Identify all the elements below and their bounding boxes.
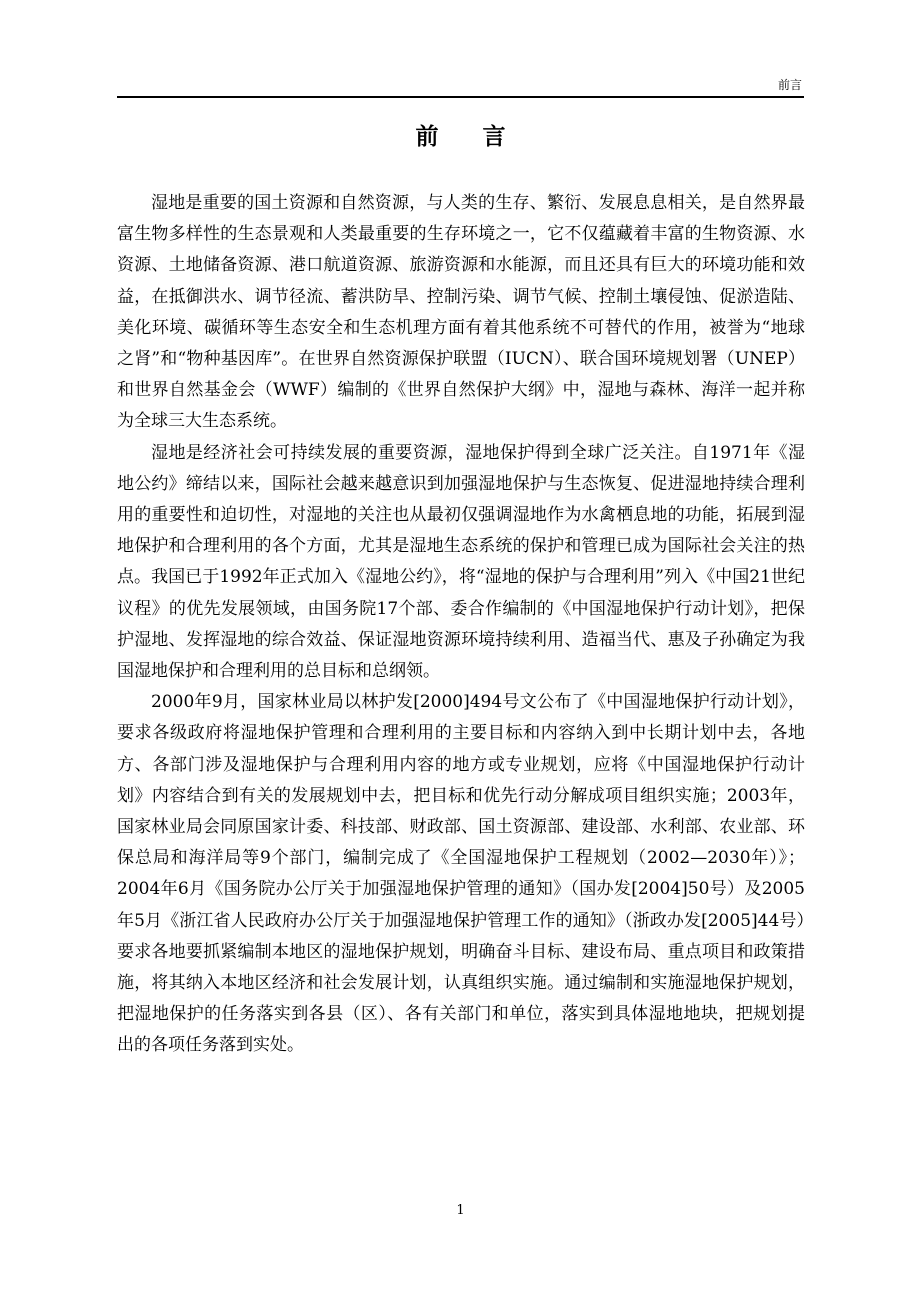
running-header: [117, 70, 804, 98]
paragraph-3: 2000年9月，国家林业局以林护发[2000]494号文公布了《中国湿地保护行动计划》，要求各级政府将湿地保护管理和合理利用的主要目标和内容纳入到中长期计划中去，各地方、各部门涉及湿地保护与合理利用内容的地方或专业规划，应将《中国湿地保护行动计划》内容结合到有关的发展规划中去，把目标和优先行动分解成项目组织实施；2003年，国家林业局会同原国家计委、科技部、财政部、国土资源部、建设部、水利部、农业部、环保总局和海洋局等9个部门，编制完成了《全国湿地保护工程规划（2002—2030年）》；2004年6月《国务院办公厅关于加强湿地保护管理的通知》（国办发[2004]50号）及2005年5月《浙江省人民政府办公厅关于加强湿地保护管理工作的通知》（浙政办发[2005]44号）要求各地要抓紧编制本地区的湿地保护规划，明确奋斗目标、建设布局、重点项目和政策措施，将其纳入本地区经济和社会发展计划，认真组织实施。通过编制和实施湿地保护规划，把湿地保护的任务落实到各县（区）、各有关部门和单位，落实到具体湿地地块，把规划提出的各项任务落到实处。: [117, 692, 805, 1056]
paragraph-2: 湿地是经济社会可持续发展的重要资源，湿地保护得到全球广泛关注。自1971年《湿地公约》缔结以来，国际社会越来越意识到加强湿地保护与生态恢复、促进湿地持续合理利用的重要性和迫切性，对湿地的关注也从最初仅强调湿地作为水禽栖息地的功能，拓展到湿地保护和合理利用的各个方面，尤其是湿地生态系统的保护和管理已成为国际社会关注的热点。我国已于1992年正式加入《湿地公约》，将“湿地的保护与合理利用”列入《中国21世纪议程》的优先发展领域，由国务院17个部、委合作编制的《中国湿地保护行动计划》，把保护湿地、发挥湿地的综合效益、保证湿地资源环境持续利用、造福当代、惠及子孙确定为我国湿地保护和合理利用的总目标和总纲领。: [117, 442, 805, 682]
body-text: [117, 188, 805, 1062]
page-number: 1: [456, 1203, 465, 1218]
paragraph-1: 湿地是重要的国土资源和自然资源，与人类的生存、繁衍、发展息息相关，是自然界最富生物多样性的生态景观和人类最重要的生存环境之一，它不仅蕴藏着丰富的生物资源、水资源、土地储备资源、港口航道资源、旅游资源和水能源，而且还具有巨大的环境功能和效益，在抵御洪水、调节径流、蓄洪防旱、控制污染、调节气候、控制土壤侵蚀、促淤造陆、美化环境、碳循环等生态安全和生态机理方面有着其他系统不可替代的作用，被誉为“地球之肾”和“物种基因库”。在世界自然资源保护联盟（IUCN）、联合国环境规划署（UNEP）和世界自然基金会（WWF）编制的《世界自然保护大纲》中，湿地与森林、海洋一起并称为全球三大生态系统。: [117, 193, 805, 432]
running-header-section: 前言: [777, 78, 802, 92]
page-title: 前 言: [415, 124, 524, 150]
